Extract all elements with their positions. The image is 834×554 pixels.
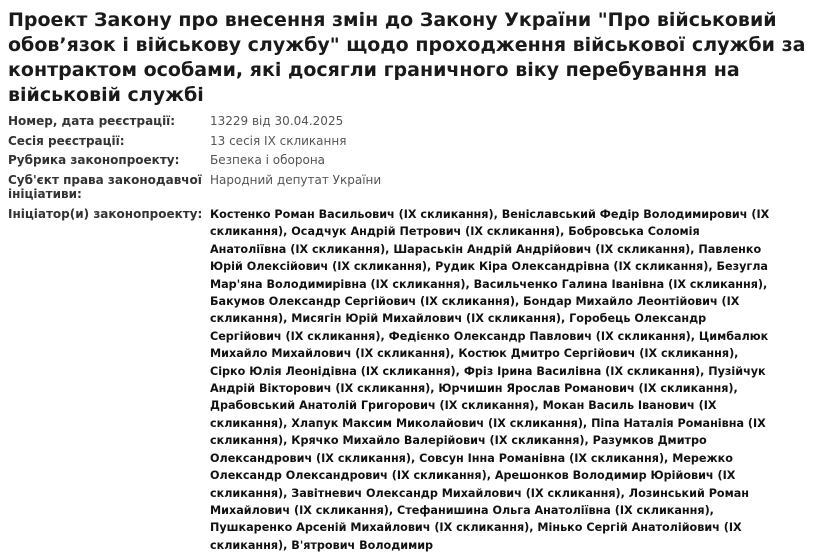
category-value: Безпека і оборона <box>210 153 326 167</box>
category-row <box>8 153 828 173</box>
initiators-list <box>210 206 772 554</box>
session-value: 13 сесія IX скликання <box>210 134 347 148</box>
initiators-label: Ініціатор(и) законопроекту: <box>8 207 203 221</box>
registration-value: 13229 від 30.04.2025 <box>210 114 344 128</box>
bill-details <box>8 114 828 554</box>
subject-label: Суб'єкт права законодавчої ініціативи: <box>8 173 202 201</box>
subject-value: Народний депутат України <box>210 173 382 187</box>
category-label: Рубрика законопроекту: <box>8 153 180 167</box>
bill-title: Проект Закону про внесення змін до Закону України "Про військовий обов’язок і військову службу" щодо проходження військової служби за контрактом особами, які досягли граничного віку перебування на військовій службі <box>8 9 806 106</box>
registration-label: Номер, дата реєстрації: <box>8 114 176 128</box>
initiators-row <box>8 207 828 554</box>
initiators-text: Костенко Роман Васильович (IX скликання), Веніславський Федір Володимирович (IX скликання), Осадчук Андрій Петрович (IX скликання), Бобровська Соломія Анатоліївна (IX скликання), Шараськін Андрій Андрійович (IX скликання), Павленко Юрій Олексійович (IX скликання), Рудик Кіра Олександрівна (IX скликання), Безугла Мар'яна Володимирівна (IX скликання), Васильченко Галина Іванівна (IX скликання), Бакумов Олександр Сергійович (IX скликання), Бондар Михайло Леонтійович (IX скликання), Мисягін Юрій Михайлович (IX скликання), Горобець Олександр Сергійович (IX скликання), Федієнко Олександр Павлович (IX скликання), Цимбалюк Михайло Михайлович (IX скликання), Костюк Дмитро Сергійович (IX скликання), Сірко Юлія Леонідівна (IX скликання), Фріз Ірина Василівна (IX скликання), Пузійчук Андрій Вікторович (IX скликання), Юрчишин Ярослав Романович (IX скликання), Драбовський Анатолій Григорович (IX скликання), Мокан Василь Іванович (IX скликання), Хлапук Максим Миколайович (IX скликання), Піпа Наталія Романівна (IX скликання), Крячко Михайло Валерійович (IX скликання), Разумков Дмитро Олександрович (IX скликання), Совсун Інна Романівна (IX скликання), Мережко Олександр Олександрович (IX скликання), Арешонков Володимир Юрійович (IX скликання), Завітневич Олександр Михайлович (IX скликання), Лозинський Роман Михайлович (IX скликання), Стефанишина Ольга Анатоліївна (IX скликання), Пушкаренко Арсеній Михайлович (IX скликання), Мінько Сергій Анатолійович (IX скликання), В'ятрович Володимир <box>210 208 770 552</box>
registration-row <box>8 114 828 134</box>
session-row <box>8 134 828 153</box>
subject-row <box>8 173 828 207</box>
session-label: Сесія реєстрації: <box>8 134 125 148</box>
